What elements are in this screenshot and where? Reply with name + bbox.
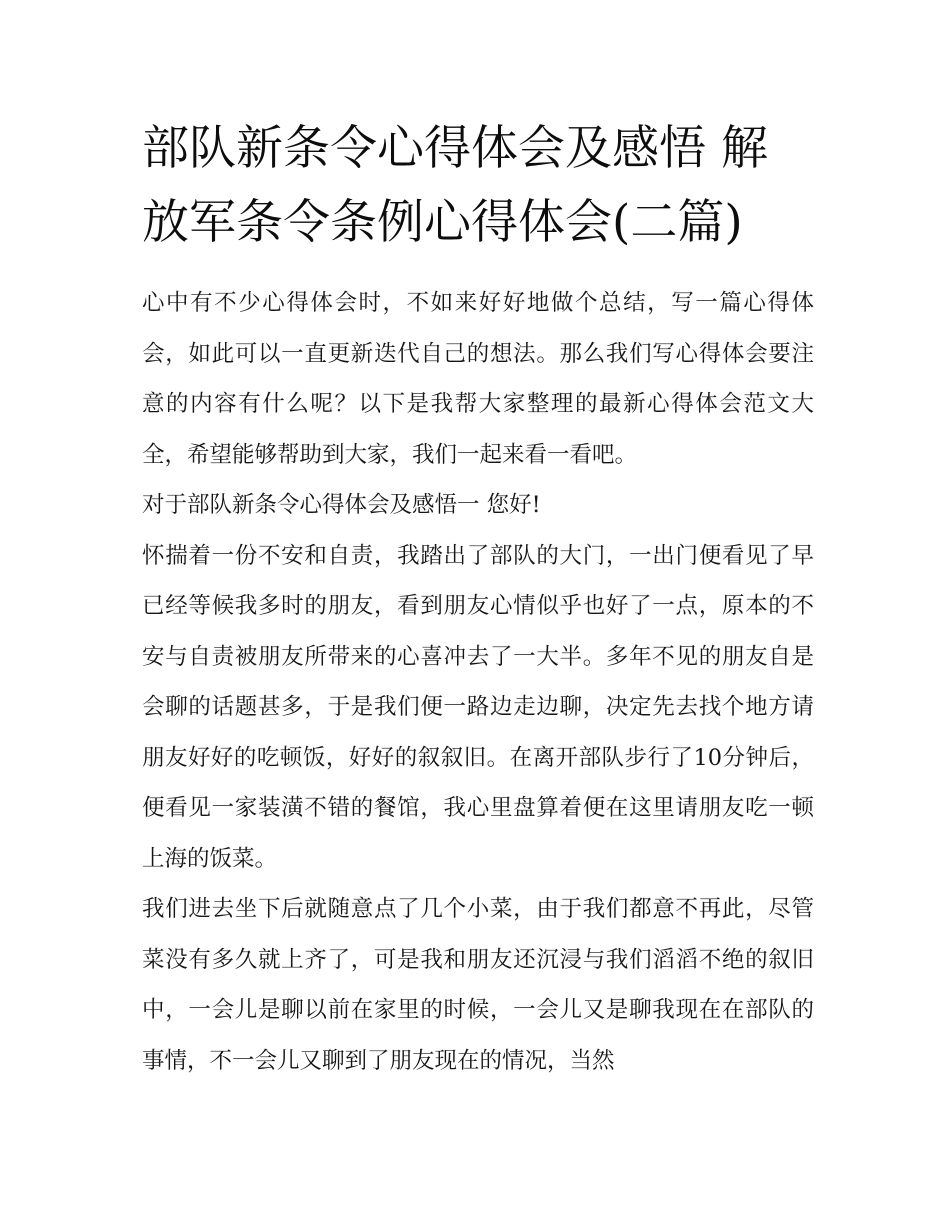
document-page xyxy=(142,112,814,1086)
paragraph-story-2: 我们进去坐下后就随意点了几个小菜，由于我们都意不再此，尽管菜没有多久就上齐了，可是我和朋友还沉浸与我们滔滔不绝的叙旧中，一会儿是聊以前在家里的时候，一会儿又是聊我现在在部队的事情，不一会儿又聊到了朋友现在的情况，当然 xyxy=(142,896,814,1074)
document-body xyxy=(142,278,814,1086)
paragraph-heading: 对于部队新条令心得体会及感悟一 您好! xyxy=(142,492,541,518)
paragraph-story-1: 怀揣着一份不安和自责，我踏出了部队的大门，一出门便看见了早已经等候我多时的朋友，看到朋友心情似乎也好了一点，原本的不安与自责被朋友所带来的心喜冲去了一大半。多年不见的朋友自是会聊的话题甚多，于是我们便一路边走边聊，决定先去找个地方请朋友好好的吃顿饭，好好的叙叙旧。在离开部队步行了10分钟后，便看见一家装潢不错的餐馆，我心里盘算着便在这里请朋友吃一顿上海的饭菜。 xyxy=(142,542,814,872)
paragraph-intro: 心中有不少心得体会时，不如来好好地做个总结，写一篇心得体会，如此可以一直更新迭代自己的想法。那么我们写心得体会要注意的内容有什么呢？以下是我帮大家整理的最新心得体会范文大全，希望能够帮助到大家，我们一起来看一看吧。 xyxy=(142,290,814,468)
document-title: 部队新条令心得体会及感悟 解放军条令条例心得体会(二篇) xyxy=(142,121,768,250)
